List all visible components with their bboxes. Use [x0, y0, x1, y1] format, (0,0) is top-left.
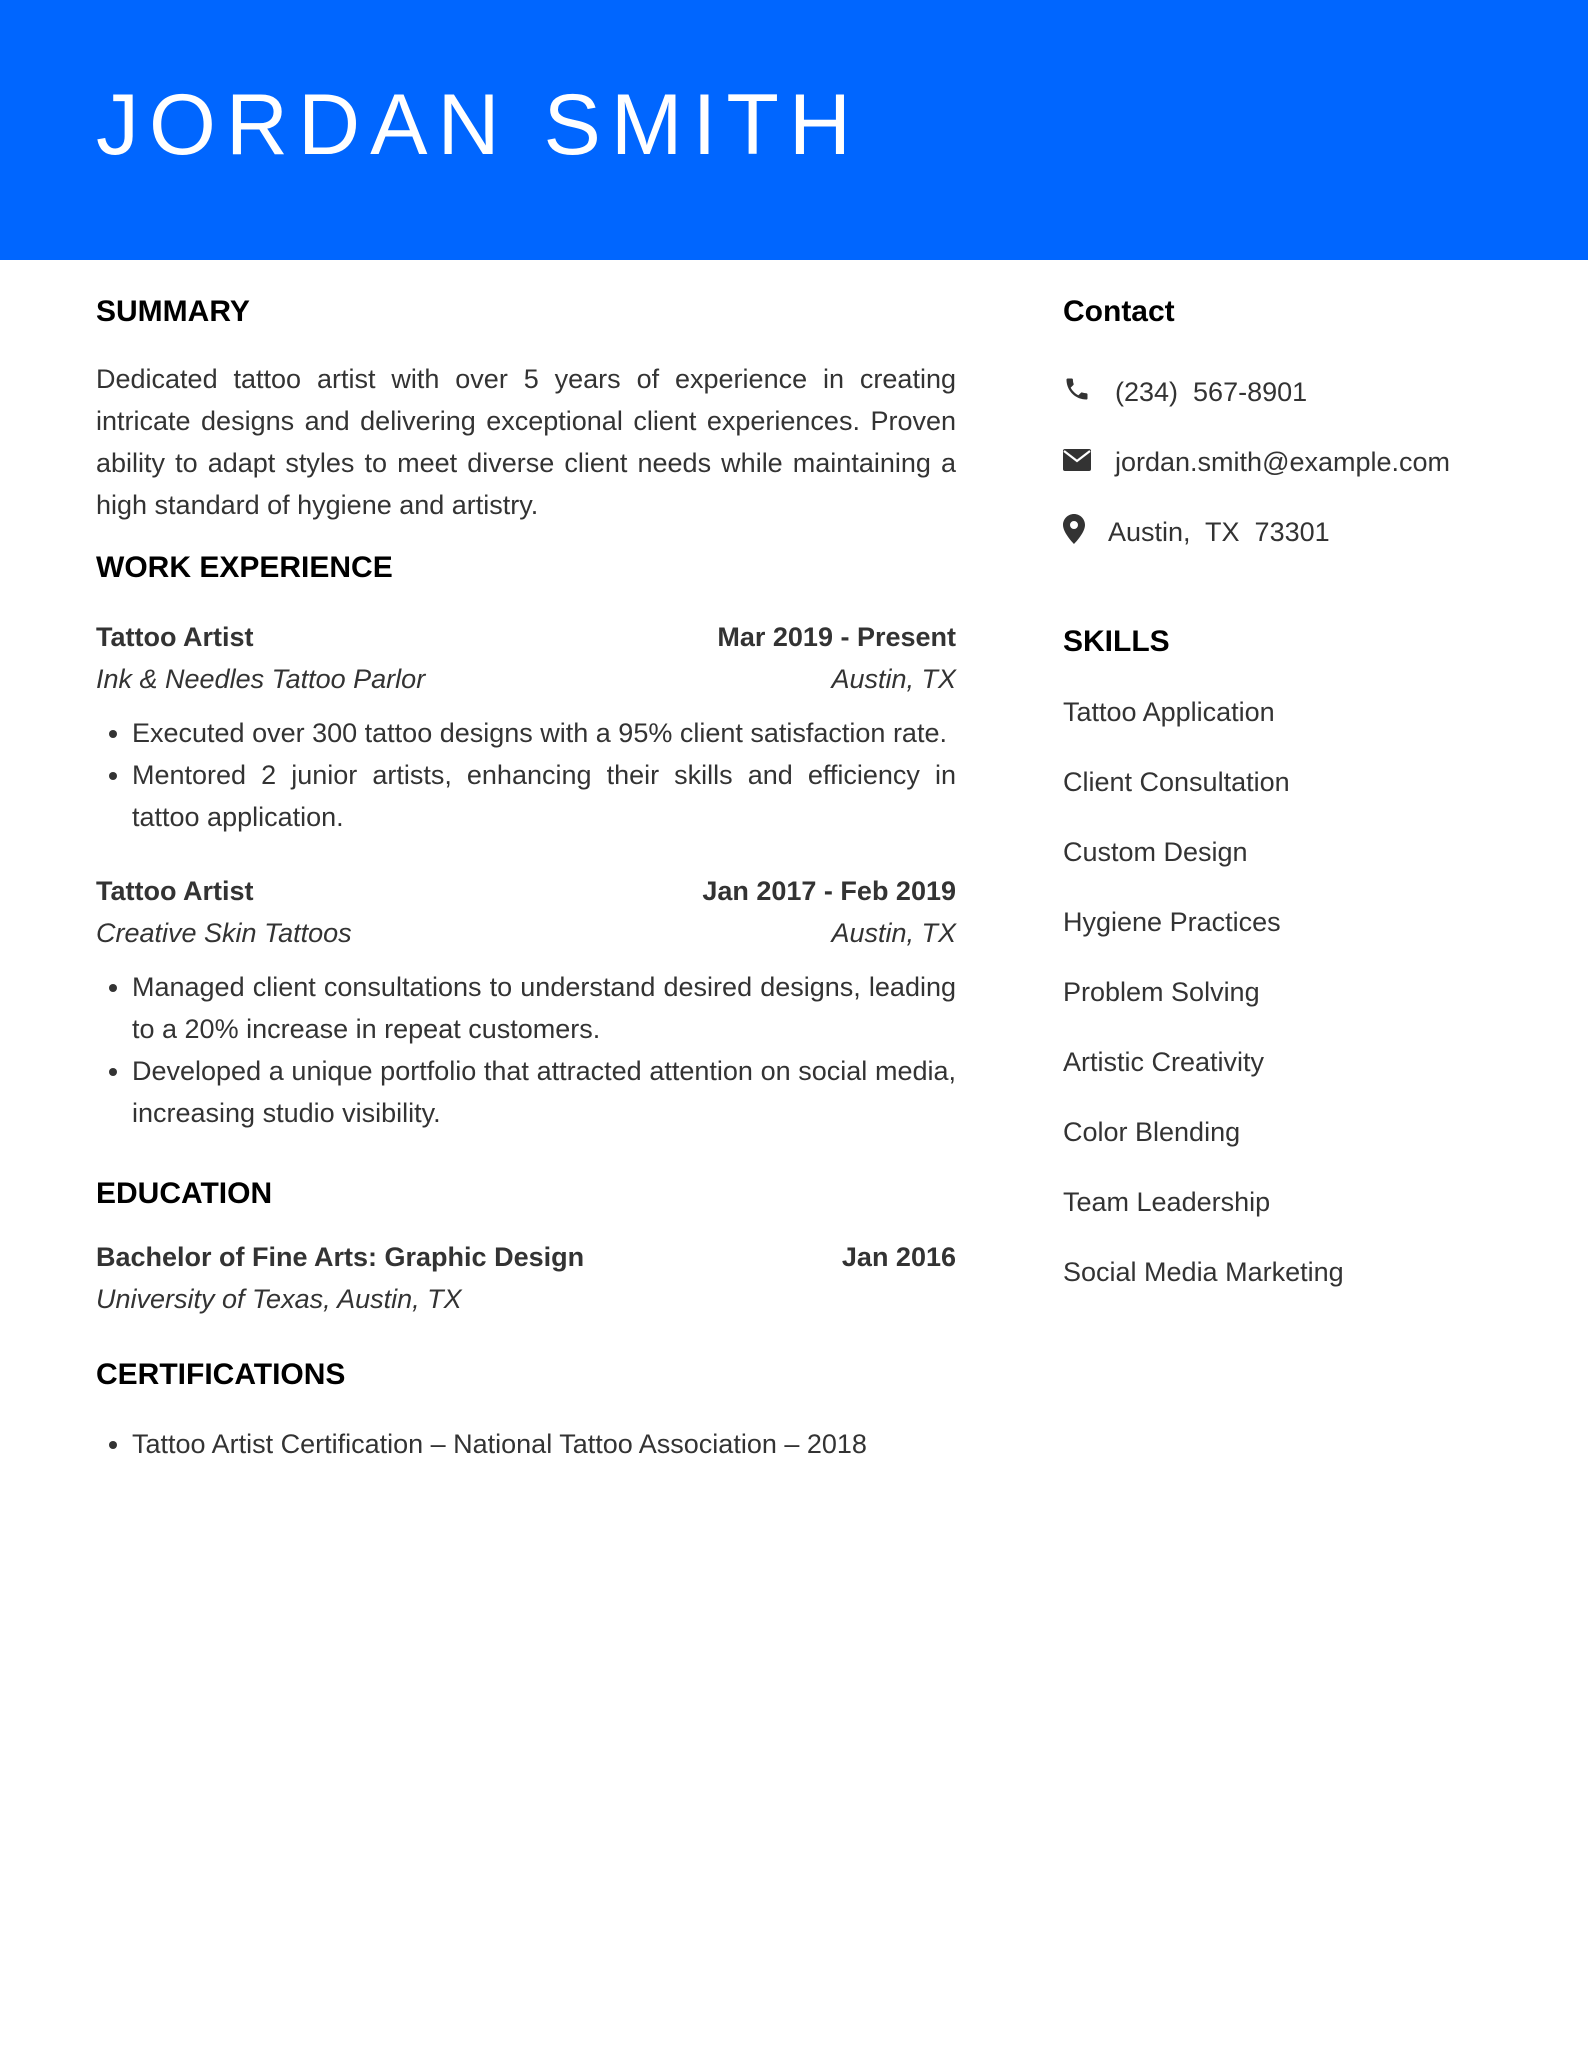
job-title: Tattoo Artist	[96, 622, 254, 652]
skill-item: Color Blending	[1063, 1117, 1241, 1147]
certifications-list	[96, 1423, 956, 1465]
candidate-name: JORDAN SMITH	[96, 77, 861, 173]
contact-email	[1063, 442, 1523, 482]
job-bullet: • Executed over 300 tattoo designs with a 95% client satisfaction rate.	[132, 712, 956, 754]
job-bullet: • Developed a unique portfolio that attracted attention on social media, increasing studio visibility.	[132, 1050, 956, 1134]
experience-heading: WORK EXPERIENCE	[96, 551, 393, 584]
job-entry	[96, 870, 956, 1134]
job-title: Tattoo Artist	[96, 876, 254, 906]
skill-item: Tattoo Application	[1063, 697, 1275, 727]
school: University of Texas, Austin, TX	[96, 1284, 462, 1314]
contact-phone	[1063, 372, 1523, 412]
skill-item: Problem Solving	[1063, 977, 1260, 1007]
map-pin-icon	[1063, 514, 1108, 551]
contact-location	[1063, 512, 1523, 552]
job-bullet: • Managed client consultations to understand desired designs, leading to a 20% increase in repeat customers.	[132, 966, 956, 1050]
envelope-icon	[1063, 447, 1115, 478]
education-heading: EDUCATION	[96, 1177, 273, 1210]
job-dates: Jan 2017 - Feb 2019	[702, 876, 956, 906]
email-address: jordan.smith@example.com	[1115, 446, 1451, 477]
job-bullet: • Mentored 2 junior artists, enhancing their skills and efficiency in tattoo application.	[132, 754, 956, 838]
skill-item: Hygiene Practices	[1063, 907, 1281, 937]
job-location: Austin, TX	[831, 664, 956, 694]
job-company: Creative Skin Tattoos	[96, 918, 352, 948]
education-date: Jan 2016	[841, 1242, 956, 1272]
job-location: Austin, TX	[831, 918, 956, 948]
phone-number: (234) 567-8901	[1115, 376, 1308, 407]
degree: Bachelor of Fine Arts: Graphic Design	[96, 1242, 585, 1272]
certifications-heading: CERTIFICATIONS	[96, 1358, 346, 1391]
header-banner	[0, 0, 1588, 260]
skill-item: Social Media Marketing	[1063, 1257, 1344, 1287]
skill-item: Team Leadership	[1063, 1187, 1271, 1217]
contact-heading: Contact	[1063, 295, 1175, 328]
certification-item: • Tattoo Artist Certification – National Tattoo Association – 2018	[132, 1423, 956, 1465]
job-bullets	[96, 712, 956, 838]
skills-list	[1063, 692, 1523, 1322]
skill-item: Artistic Creativity	[1063, 1047, 1265, 1077]
skill-item: Custom Design	[1063, 837, 1248, 867]
main-column	[96, 292, 956, 1465]
education-entry	[96, 1236, 956, 1325]
skill-item: Client Consultation	[1063, 767, 1290, 797]
job-company: Ink & Needles Tattoo Parlor	[96, 664, 426, 694]
sidebar-column	[1063, 292, 1523, 1322]
summary-heading: SUMMARY	[96, 295, 250, 328]
job-bullets	[96, 966, 956, 1134]
summary-text: Dedicated tattoo artist with over 5 years of experience in creating intricate designs and delivering exceptional client experiences. Proven ability to adapt styles to meet diverse client needs while maintaining a high standard of hygiene and artistry.	[96, 364, 956, 520]
skills-heading: SKILLS	[1063, 625, 1170, 658]
phone-icon	[1063, 375, 1115, 410]
location-text: Austin, TX 73301	[1108, 516, 1330, 547]
job-entry	[96, 616, 956, 838]
job-dates: Mar 2019 - Present	[717, 622, 956, 652]
